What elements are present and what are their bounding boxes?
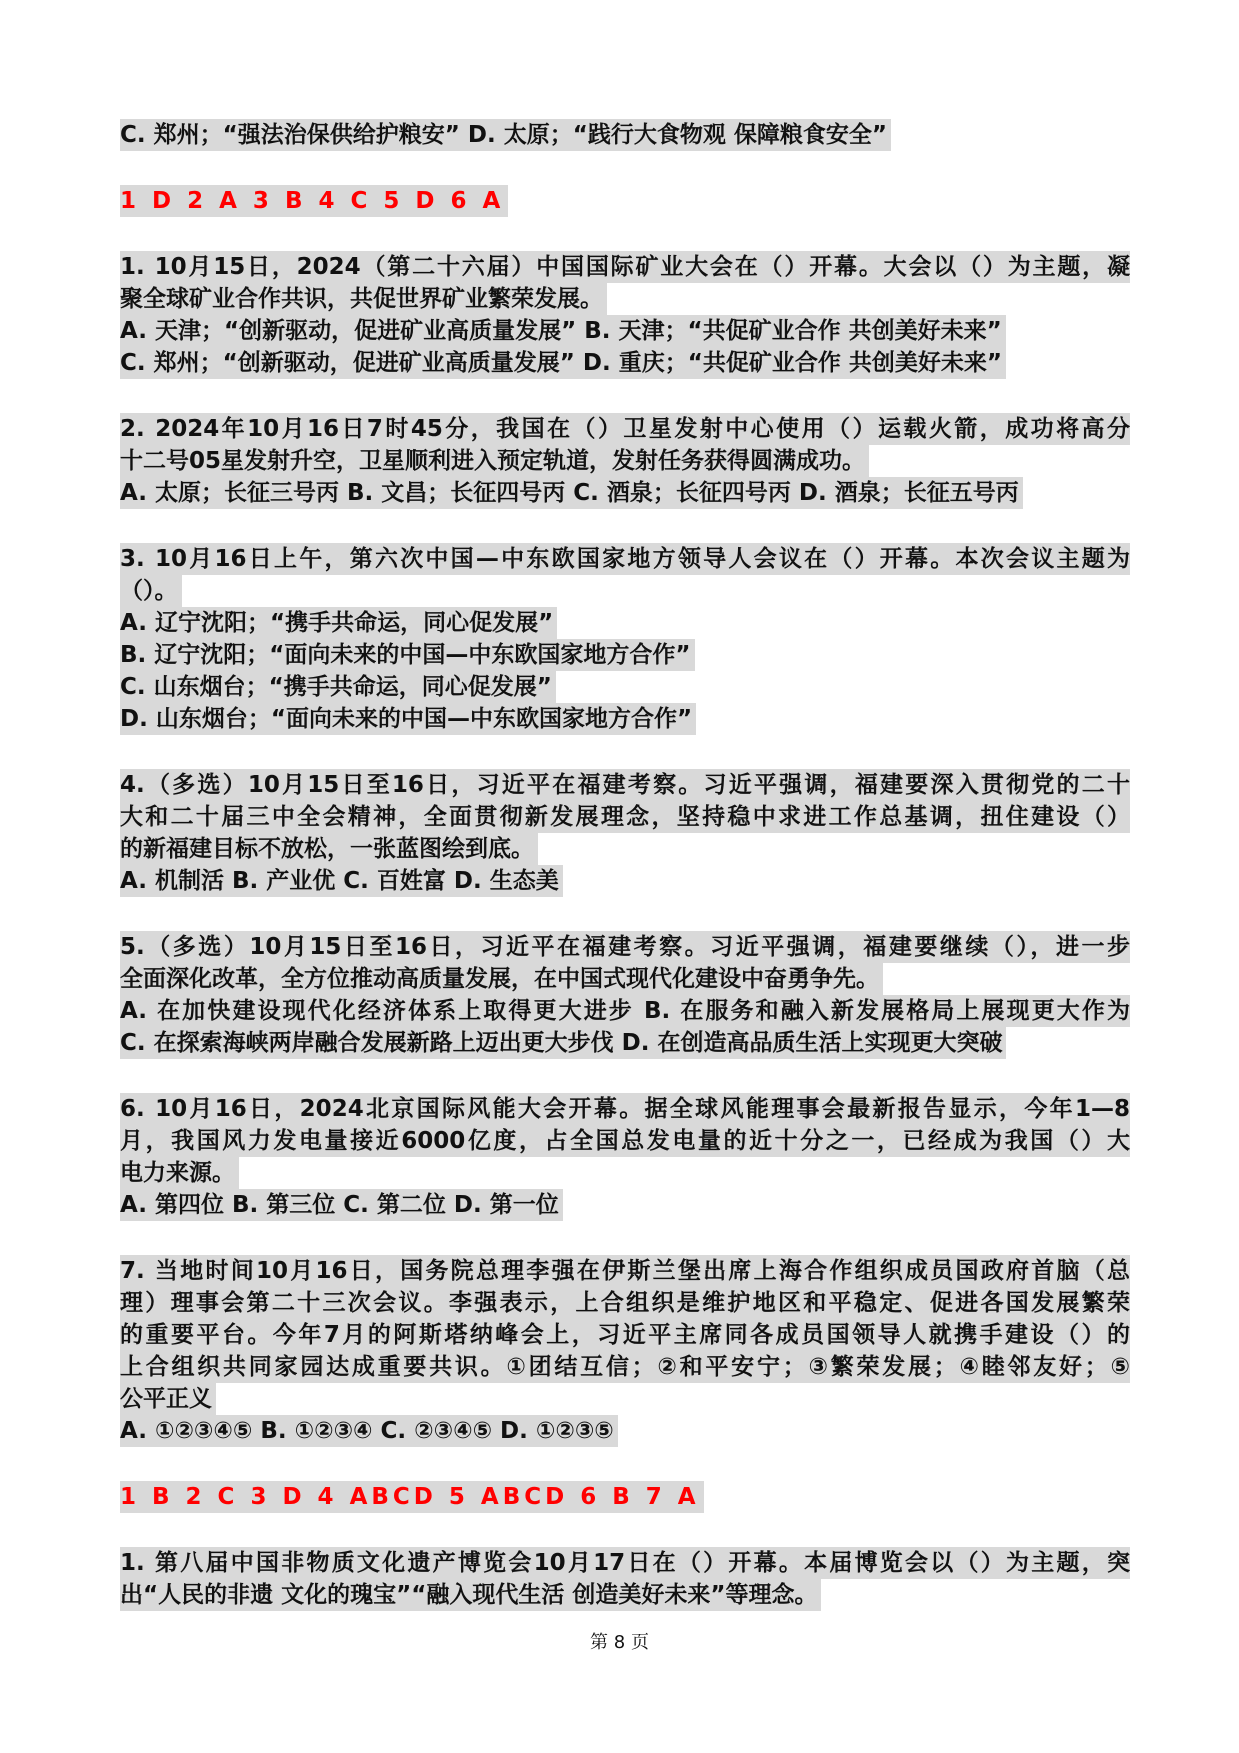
highlighted-text: D. 山东烟台；“面向未来的中国—中东欧国家地方合作” xyxy=(120,703,696,735)
highlighted-text: 公平正义 xyxy=(120,1383,216,1415)
highlighted-text: A. 天津；“创新驱动，促进矿业高质量发展” B. 天津；“共促矿业合作 共创美好未来” xyxy=(120,315,1006,347)
text-line xyxy=(120,769,1130,801)
answer-key-1 xyxy=(120,185,1130,217)
next-question-1 xyxy=(120,1547,1130,1611)
highlighted-text: A. 在加快建设现代化经济体系上取得更大进步 B. 在服务和融入新发展格局上展现更大作为 xyxy=(120,995,1130,1027)
question-1 xyxy=(120,251,1130,379)
text-line xyxy=(120,833,1130,865)
highlighted-text: A. 太原；长征三号丙 B. 文昌；长征四号丙 C. 酒泉；长征四号丙 D. 酒泉；长征五号丙 xyxy=(120,477,1023,509)
answer-key-line xyxy=(120,1481,1130,1513)
text-line xyxy=(120,1287,1130,1319)
question-6 xyxy=(120,1093,1130,1221)
text-line xyxy=(120,1093,1130,1125)
question-7 xyxy=(120,1255,1130,1447)
text-line xyxy=(120,865,1130,897)
text-line xyxy=(120,995,1130,1027)
prev-question-tail xyxy=(120,119,1130,151)
highlighted-text: C. 郑州；“强法治保供给护粮安” D. 太原；“践行大食物观 保障粮食安全” xyxy=(120,119,891,151)
highlighted-text: 的重要平台。今年7月的阿斯塔纳峰会上，习近平主席同各成员国领导人就携手建设（）的 xyxy=(120,1319,1130,1351)
text-line xyxy=(120,1027,1130,1059)
document-body xyxy=(120,119,1130,1645)
text-line xyxy=(120,477,1130,509)
question-2 xyxy=(120,413,1130,509)
answer-key-2 xyxy=(120,1481,1130,1513)
text-line xyxy=(120,703,1130,735)
highlighted-text: 十二号05星发射升空，卫星顺利进入预定轨道，发射任务获得圆满成功。 xyxy=(120,445,869,477)
text-line xyxy=(120,1255,1130,1287)
text-line xyxy=(120,119,1130,151)
text-line xyxy=(120,671,1130,703)
text-line xyxy=(120,251,1130,283)
highlighted-text: 4.（多选）10月15日至16日，习近平在福建考察。习近平强调，福建要深入贯彻党的二十 xyxy=(120,769,1130,801)
highlighted-text: 6. 10月16日，2024北京国际风能大会开幕。据全球风能理事会最新报告显示，今年1—8 xyxy=(120,1093,1130,1125)
highlighted-text: 出“人民的非遗 文化的瑰宝”“融入现代生活 创造美好未来”等理念。 xyxy=(120,1579,821,1611)
text-line xyxy=(120,1125,1130,1157)
highlighted-text: 上合组织共同家园达成重要共识。①团结互信；②和平安宁；③繁荣发展；④睦邻友好；⑤ xyxy=(120,1351,1130,1383)
highlighted-text: 电力来源。 xyxy=(120,1157,239,1189)
question-3 xyxy=(120,543,1130,735)
question-5 xyxy=(120,931,1130,1059)
highlighted-text: 1. 第八届中国非物质文化遗产博览会10月17日在（）开幕。本届博览会以（）为主题，突 xyxy=(120,1547,1130,1579)
answer-key-line xyxy=(120,185,1130,217)
highlighted-text: 大和二十届三中全会精神，全面贯彻新发展理念，坚持稳中求进工作总基调，扭住建设（） xyxy=(120,801,1130,833)
highlighted-text: C. 在探索海峡两岸融合发展新路上迈出更大步伐 D. 在创造高品质生活上实现更大突破 xyxy=(120,1027,1006,1059)
text-line xyxy=(120,931,1130,963)
highlighted-text: （）。 xyxy=(120,575,182,607)
text-line xyxy=(120,413,1130,445)
text-line xyxy=(120,1157,1130,1189)
text-line xyxy=(120,575,1130,607)
highlighted-text: 1. 10月15日，2024（第二十六届）中国国际矿业大会在（）开幕。大会以（）为主题，凝 xyxy=(120,251,1130,283)
highlighted-text: 1 B 2 C 3 D 4 ABCD 5 ABCD 6 B 7 A xyxy=(120,1481,704,1513)
highlighted-text: A. 第四位 B. 第三位 C. 第二位 D. 第一位 xyxy=(120,1189,563,1221)
highlighted-text: A. 机制活 B. 产业优 C. 百姓富 D. 生态美 xyxy=(120,865,563,897)
text-line xyxy=(120,1415,1130,1447)
text-line xyxy=(120,607,1130,639)
highlighted-text: 7. 当地时间10月16日，国务院总理李强在伊斯兰堡出席上海合作组织成员国政府首脑（总 xyxy=(120,1255,1130,1287)
highlighted-text: 2. 2024年10月16日7时45分，我国在（）卫星发射中心使用（）运载火箭，成功将高分 xyxy=(120,413,1130,445)
text-line xyxy=(120,1547,1130,1579)
highlighted-text: A. ①②③④⑤ B. ①②③④ C. ②③④⑤ D. ①②③⑤ xyxy=(120,1415,618,1447)
text-line xyxy=(120,543,1130,575)
page-number: 第 8 页 xyxy=(590,1632,649,1653)
highlighted-text: 3. 10月16日上午，第六次中国—中东欧国家地方领导人会议在（）开幕。本次会议主题为 xyxy=(120,543,1130,575)
text-line xyxy=(120,315,1130,347)
text-line xyxy=(120,639,1130,671)
text-line xyxy=(120,1351,1130,1383)
highlighted-text: C. 山东烟台；“携手共命运，同心促发展” xyxy=(120,671,556,703)
text-line xyxy=(120,1579,1130,1611)
highlighted-text: A. 辽宁沈阳；“携手共命运，同心促发展” xyxy=(120,607,557,639)
text-line xyxy=(120,1189,1130,1221)
highlighted-text: 的新福建目标不放松，一张蓝图绘到底。 xyxy=(120,833,538,865)
text-line xyxy=(120,1383,1130,1415)
question-4 xyxy=(120,769,1130,897)
highlighted-text: 1 D 2 A 3 B 4 C 5 D 6 A xyxy=(120,185,508,217)
text-line xyxy=(120,445,1130,477)
highlighted-text: C. 郑州；“创新驱动，促进矿业高质量发展” D. 重庆；“共促矿业合作 共创美好未来” xyxy=(120,347,1006,379)
text-line xyxy=(120,801,1130,833)
highlighted-text: B. 辽宁沈阳；“面向未来的中国—中东欧国家地方合作” xyxy=(120,639,695,671)
text-line xyxy=(120,963,1130,995)
highlighted-text: 月，我国风力发电量接近6000亿度，占全国总发电量的近十分之一，已经成为我国（）大 xyxy=(120,1125,1130,1157)
highlighted-text: 全面深化改革，全方位推动高质量发展，在中国式现代化建设中奋勇争先。 xyxy=(120,963,883,995)
highlighted-text: 聚全球矿业合作共识，共促世界矿业繁荣发展。 xyxy=(120,283,607,315)
text-line xyxy=(120,1319,1130,1351)
highlighted-text: 5.（多选）10月15日至16日，习近平在福建考察。习近平强调，福建要继续（），进一步 xyxy=(120,931,1130,963)
text-line xyxy=(120,283,1130,315)
text-line xyxy=(120,347,1130,379)
highlighted-text: 理）理事会第二十三次会议。李强表示，上合组织是维护地区和平稳定、促进各国发展繁荣 xyxy=(120,1287,1130,1319)
